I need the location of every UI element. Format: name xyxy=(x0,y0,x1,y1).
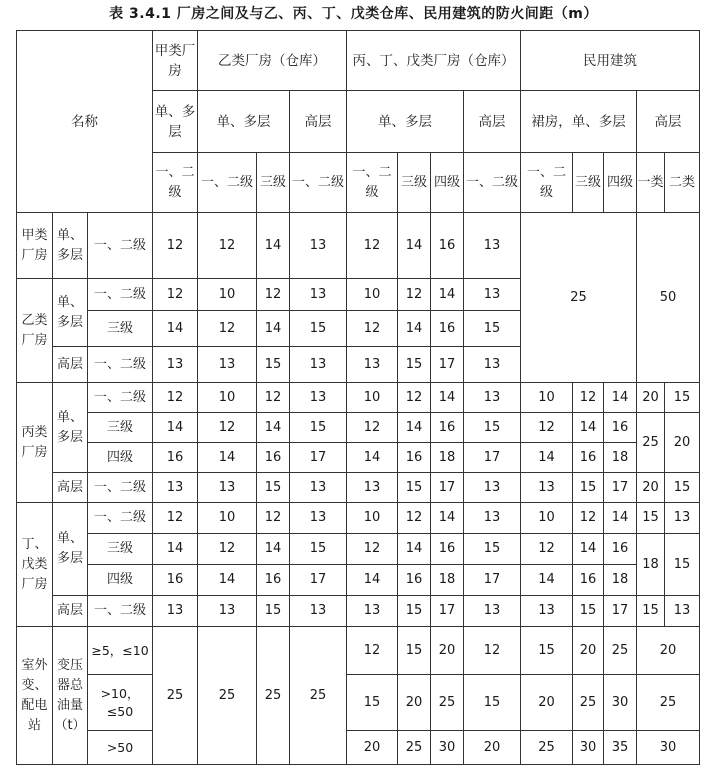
cell: 16 xyxy=(573,565,604,596)
cell: 14 xyxy=(257,413,290,443)
header-minyong: 民用建筑 xyxy=(521,31,700,91)
cell: 16 xyxy=(431,213,464,279)
cell: 12 xyxy=(347,627,398,675)
grade-header: 四级 xyxy=(431,153,464,213)
cell: 16 xyxy=(153,443,198,473)
header-yi-dan-duo: 单、多层 xyxy=(198,91,290,153)
cell: 13 xyxy=(290,279,347,311)
cell: 16 xyxy=(604,413,637,443)
row-label: 三级 xyxy=(88,413,153,443)
cell: 13 xyxy=(198,596,257,627)
table-title: 表 3.4.1 厂房之间及与乙、丙、丁、戊类仓库、民用建筑的防火间距（m） xyxy=(109,6,598,22)
cell: 14 xyxy=(431,383,464,413)
cell: 17 xyxy=(604,596,637,627)
cell: 12 xyxy=(573,503,604,534)
cell: 15 xyxy=(464,675,521,731)
cell: 14 xyxy=(521,565,573,596)
cell: 12 xyxy=(347,311,398,347)
cell: 13 xyxy=(290,213,347,279)
grade-header: 四级 xyxy=(604,153,637,213)
grade-header: 三级 xyxy=(573,153,604,213)
cell: 35 xyxy=(604,731,637,765)
cell: 25 xyxy=(431,675,464,731)
cell: 25 xyxy=(573,675,604,731)
cell: 15 xyxy=(398,473,431,503)
cell: 14 xyxy=(573,413,604,443)
cell: 16 xyxy=(431,534,464,565)
group-yi: 乙类厂房 xyxy=(17,279,53,383)
cell: 18 xyxy=(604,443,637,473)
sub-dan-duo: 单、多层 xyxy=(53,213,88,279)
cell: 13 xyxy=(347,473,398,503)
cell: 13 xyxy=(665,503,700,534)
cell: 25 xyxy=(604,627,637,675)
cell: 30 xyxy=(604,675,637,731)
cell: 15 xyxy=(573,596,604,627)
fire-distance-table xyxy=(16,30,700,765)
row-label: 一、二级 xyxy=(88,347,153,383)
cell: 13 xyxy=(153,473,198,503)
header-bd-dan-duo: 单、多层 xyxy=(347,91,464,153)
cell: 16 xyxy=(257,565,290,596)
header-jia: 甲类厂房 xyxy=(153,31,198,91)
cell: 12 xyxy=(347,534,398,565)
header-qunfang: 裙房，单、多层 xyxy=(521,91,637,153)
cell: 14 xyxy=(257,534,290,565)
row-label: 四级 xyxy=(88,565,153,596)
cell: 12 xyxy=(257,383,290,413)
cell: 13 xyxy=(290,383,347,413)
merged-cell: 25 xyxy=(198,627,257,765)
cell: 20 xyxy=(573,627,604,675)
cell: 14 xyxy=(398,534,431,565)
cell: 20 xyxy=(637,627,700,675)
cell: 12 xyxy=(153,213,198,279)
cell: 17 xyxy=(604,473,637,503)
cell: 12 xyxy=(398,279,431,311)
cell: 16 xyxy=(257,443,290,473)
cell: 13 xyxy=(347,347,398,383)
cell: 12 xyxy=(521,534,573,565)
cell: 12 xyxy=(198,413,257,443)
cell: 16 xyxy=(398,443,431,473)
cell: 17 xyxy=(464,565,521,596)
cell: 12 xyxy=(347,213,398,279)
cell: 13 xyxy=(347,596,398,627)
cell: 12 xyxy=(198,311,257,347)
cell: 14 xyxy=(347,565,398,596)
cell: 30 xyxy=(637,731,700,765)
cell: 15 xyxy=(290,311,347,347)
cell: 13 xyxy=(464,279,521,311)
sub-gaoceng: 高层 xyxy=(53,596,88,627)
cell: 13 xyxy=(464,596,521,627)
row-label: 三级 xyxy=(88,311,153,347)
cell: 15 xyxy=(398,627,431,675)
row-label: 一、二级 xyxy=(88,279,153,311)
cell: 12 xyxy=(257,279,290,311)
cell: 12 xyxy=(198,534,257,565)
cell: 25 xyxy=(398,731,431,765)
row-label: >10，≤50 xyxy=(88,675,153,731)
cell: 20 xyxy=(431,627,464,675)
merged-cell: 25 xyxy=(153,627,198,765)
cell: 15 xyxy=(464,534,521,565)
sub-dan-duo: 单、多层 xyxy=(53,383,88,473)
cell: 14 xyxy=(521,443,573,473)
row-label: ≥5，≤10 xyxy=(88,627,153,675)
cell: 15 xyxy=(290,534,347,565)
group-substation: 室外变、配电站 xyxy=(17,627,53,765)
grade-header: 三级 xyxy=(398,153,431,213)
header-bingding: 丙、丁、戊类厂房（仓库） xyxy=(347,31,521,91)
row-label: 一、二级 xyxy=(88,473,153,503)
cell: 10 xyxy=(521,503,573,534)
header-yi-gaoceng: 高层 xyxy=(290,91,347,153)
cell: 12 xyxy=(464,627,521,675)
cell: 13 xyxy=(290,347,347,383)
sub-gaoceng: 高层 xyxy=(53,347,88,383)
cell: 18 xyxy=(431,443,464,473)
cell: 15 xyxy=(573,473,604,503)
cell: 13 xyxy=(198,473,257,503)
cell: 14 xyxy=(431,503,464,534)
header-my-gaoceng: 高层 xyxy=(637,91,700,153)
grade-header: 一类 xyxy=(637,153,665,213)
row-label: 一、二级 xyxy=(88,383,153,413)
cell: 15 xyxy=(464,311,521,347)
grade-header: 三级 xyxy=(257,153,290,213)
cell: 12 xyxy=(198,213,257,279)
merged-cell: 20 xyxy=(665,413,700,473)
cell: 15 xyxy=(257,347,290,383)
cell: 14 xyxy=(431,279,464,311)
cell: 17 xyxy=(464,443,521,473)
cell: 16 xyxy=(431,413,464,443)
cell: 13 xyxy=(521,473,573,503)
cell: 14 xyxy=(198,565,257,596)
grade-header: 一、二级 xyxy=(290,153,347,213)
cell: 10 xyxy=(347,383,398,413)
merged-cell: 25 xyxy=(290,627,347,765)
merged-cell: 15 xyxy=(665,534,700,596)
cell: 20 xyxy=(464,731,521,765)
cell: 13 xyxy=(464,213,521,279)
cell: 13 xyxy=(521,596,573,627)
cell: 10 xyxy=(198,383,257,413)
cell: 16 xyxy=(398,565,431,596)
cell: 16 xyxy=(431,311,464,347)
cell: 12 xyxy=(573,383,604,413)
cell: 15 xyxy=(637,596,665,627)
merged-cell: 18 xyxy=(637,534,665,596)
cell: 15 xyxy=(637,503,665,534)
cell: 14 xyxy=(604,503,637,534)
cell: 18 xyxy=(604,565,637,596)
row-label: 三级 xyxy=(88,534,153,565)
cell: 15 xyxy=(257,596,290,627)
cell: 14 xyxy=(398,413,431,443)
group-bing: 丙类厂房 xyxy=(17,383,53,503)
cell: 14 xyxy=(153,311,198,347)
cell: 17 xyxy=(431,596,464,627)
sub-dan-duo: 单、多层 xyxy=(53,503,88,596)
sub-transformer: 变压器总油量（t） xyxy=(53,627,88,765)
cell: 13 xyxy=(665,596,700,627)
header-bd-gaoceng: 高层 xyxy=(464,91,521,153)
cell: 20 xyxy=(637,473,665,503)
cell: 15 xyxy=(665,383,700,413)
grade-header: 一、二级 xyxy=(153,153,198,213)
cell: 17 xyxy=(290,443,347,473)
cell: 17 xyxy=(431,473,464,503)
cell: 17 xyxy=(290,565,347,596)
cell: 25 xyxy=(521,731,573,765)
sub-gaoceng: 高层 xyxy=(53,473,88,503)
cell: 14 xyxy=(573,534,604,565)
row-label: 一、二级 xyxy=(88,213,153,279)
cell: 12 xyxy=(398,383,431,413)
header-name: 名称 xyxy=(17,31,153,213)
cell: 12 xyxy=(347,413,398,443)
cell: 15 xyxy=(257,473,290,503)
row-label: 四级 xyxy=(88,443,153,473)
grade-header: 一、二级 xyxy=(464,153,521,213)
cell: 10 xyxy=(347,503,398,534)
cell: 13 xyxy=(153,596,198,627)
cell: 20 xyxy=(521,675,573,731)
grade-header: 二类 xyxy=(665,153,700,213)
cell: 10 xyxy=(198,503,257,534)
cell: 14 xyxy=(257,213,290,279)
cell: 13 xyxy=(198,347,257,383)
cell: 14 xyxy=(257,311,290,347)
cell: 15 xyxy=(398,347,431,383)
cell: 12 xyxy=(153,279,198,311)
header-jia-dan-duo: 单、多层 xyxy=(153,91,198,153)
cell: 15 xyxy=(665,473,700,503)
cell: 17 xyxy=(431,347,464,383)
cell: 16 xyxy=(573,443,604,473)
cell: 13 xyxy=(464,473,521,503)
cell: 16 xyxy=(153,565,198,596)
merged-cell: 50 xyxy=(637,213,700,383)
cell: 14 xyxy=(604,383,637,413)
cell: 14 xyxy=(398,213,431,279)
cell: 30 xyxy=(573,731,604,765)
row-label: >50 xyxy=(88,731,153,765)
cell: 13 xyxy=(290,473,347,503)
cell: 10 xyxy=(521,383,573,413)
cell: 15 xyxy=(347,675,398,731)
cell: 12 xyxy=(398,503,431,534)
cell: 13 xyxy=(464,383,521,413)
group-dingwu: 丁、戊类厂房 xyxy=(17,503,53,627)
grade-header: 一、二级 xyxy=(198,153,257,213)
cell: 10 xyxy=(198,279,257,311)
cell: 30 xyxy=(431,731,464,765)
cell: 15 xyxy=(521,627,573,675)
cell: 15 xyxy=(464,413,521,443)
cell: 13 xyxy=(153,347,198,383)
cell: 15 xyxy=(398,596,431,627)
merged-cell: 25 xyxy=(521,213,637,383)
cell: 12 xyxy=(153,503,198,534)
group-jia: 甲类厂房 xyxy=(17,213,53,279)
cell: 20 xyxy=(637,383,665,413)
cell: 20 xyxy=(347,731,398,765)
header-yi: 乙类厂房（仓库） xyxy=(198,31,347,91)
cell: 13 xyxy=(290,596,347,627)
cell: 13 xyxy=(464,503,521,534)
cell: 14 xyxy=(153,413,198,443)
cell: 13 xyxy=(290,503,347,534)
grade-header: 一、二级 xyxy=(347,153,398,213)
cell: 12 xyxy=(521,413,573,443)
cell: 25 xyxy=(637,675,700,731)
cell: 20 xyxy=(398,675,431,731)
row-label: 一、二级 xyxy=(88,596,153,627)
cell: 14 xyxy=(198,443,257,473)
sub-dan-duo: 单、多层 xyxy=(53,279,88,347)
cell: 14 xyxy=(153,534,198,565)
cell: 15 xyxy=(290,413,347,443)
cell: 12 xyxy=(153,383,198,413)
cell: 13 xyxy=(464,347,521,383)
grade-header: 一、二级 xyxy=(521,153,573,213)
cell: 12 xyxy=(257,503,290,534)
row-label: 一、二级 xyxy=(88,503,153,534)
cell: 14 xyxy=(398,311,431,347)
cell: 14 xyxy=(347,443,398,473)
cell: 16 xyxy=(604,534,637,565)
merged-cell: 25 xyxy=(637,413,665,473)
merged-cell: 25 xyxy=(257,627,290,765)
cell: 10 xyxy=(347,279,398,311)
cell: 18 xyxy=(431,565,464,596)
